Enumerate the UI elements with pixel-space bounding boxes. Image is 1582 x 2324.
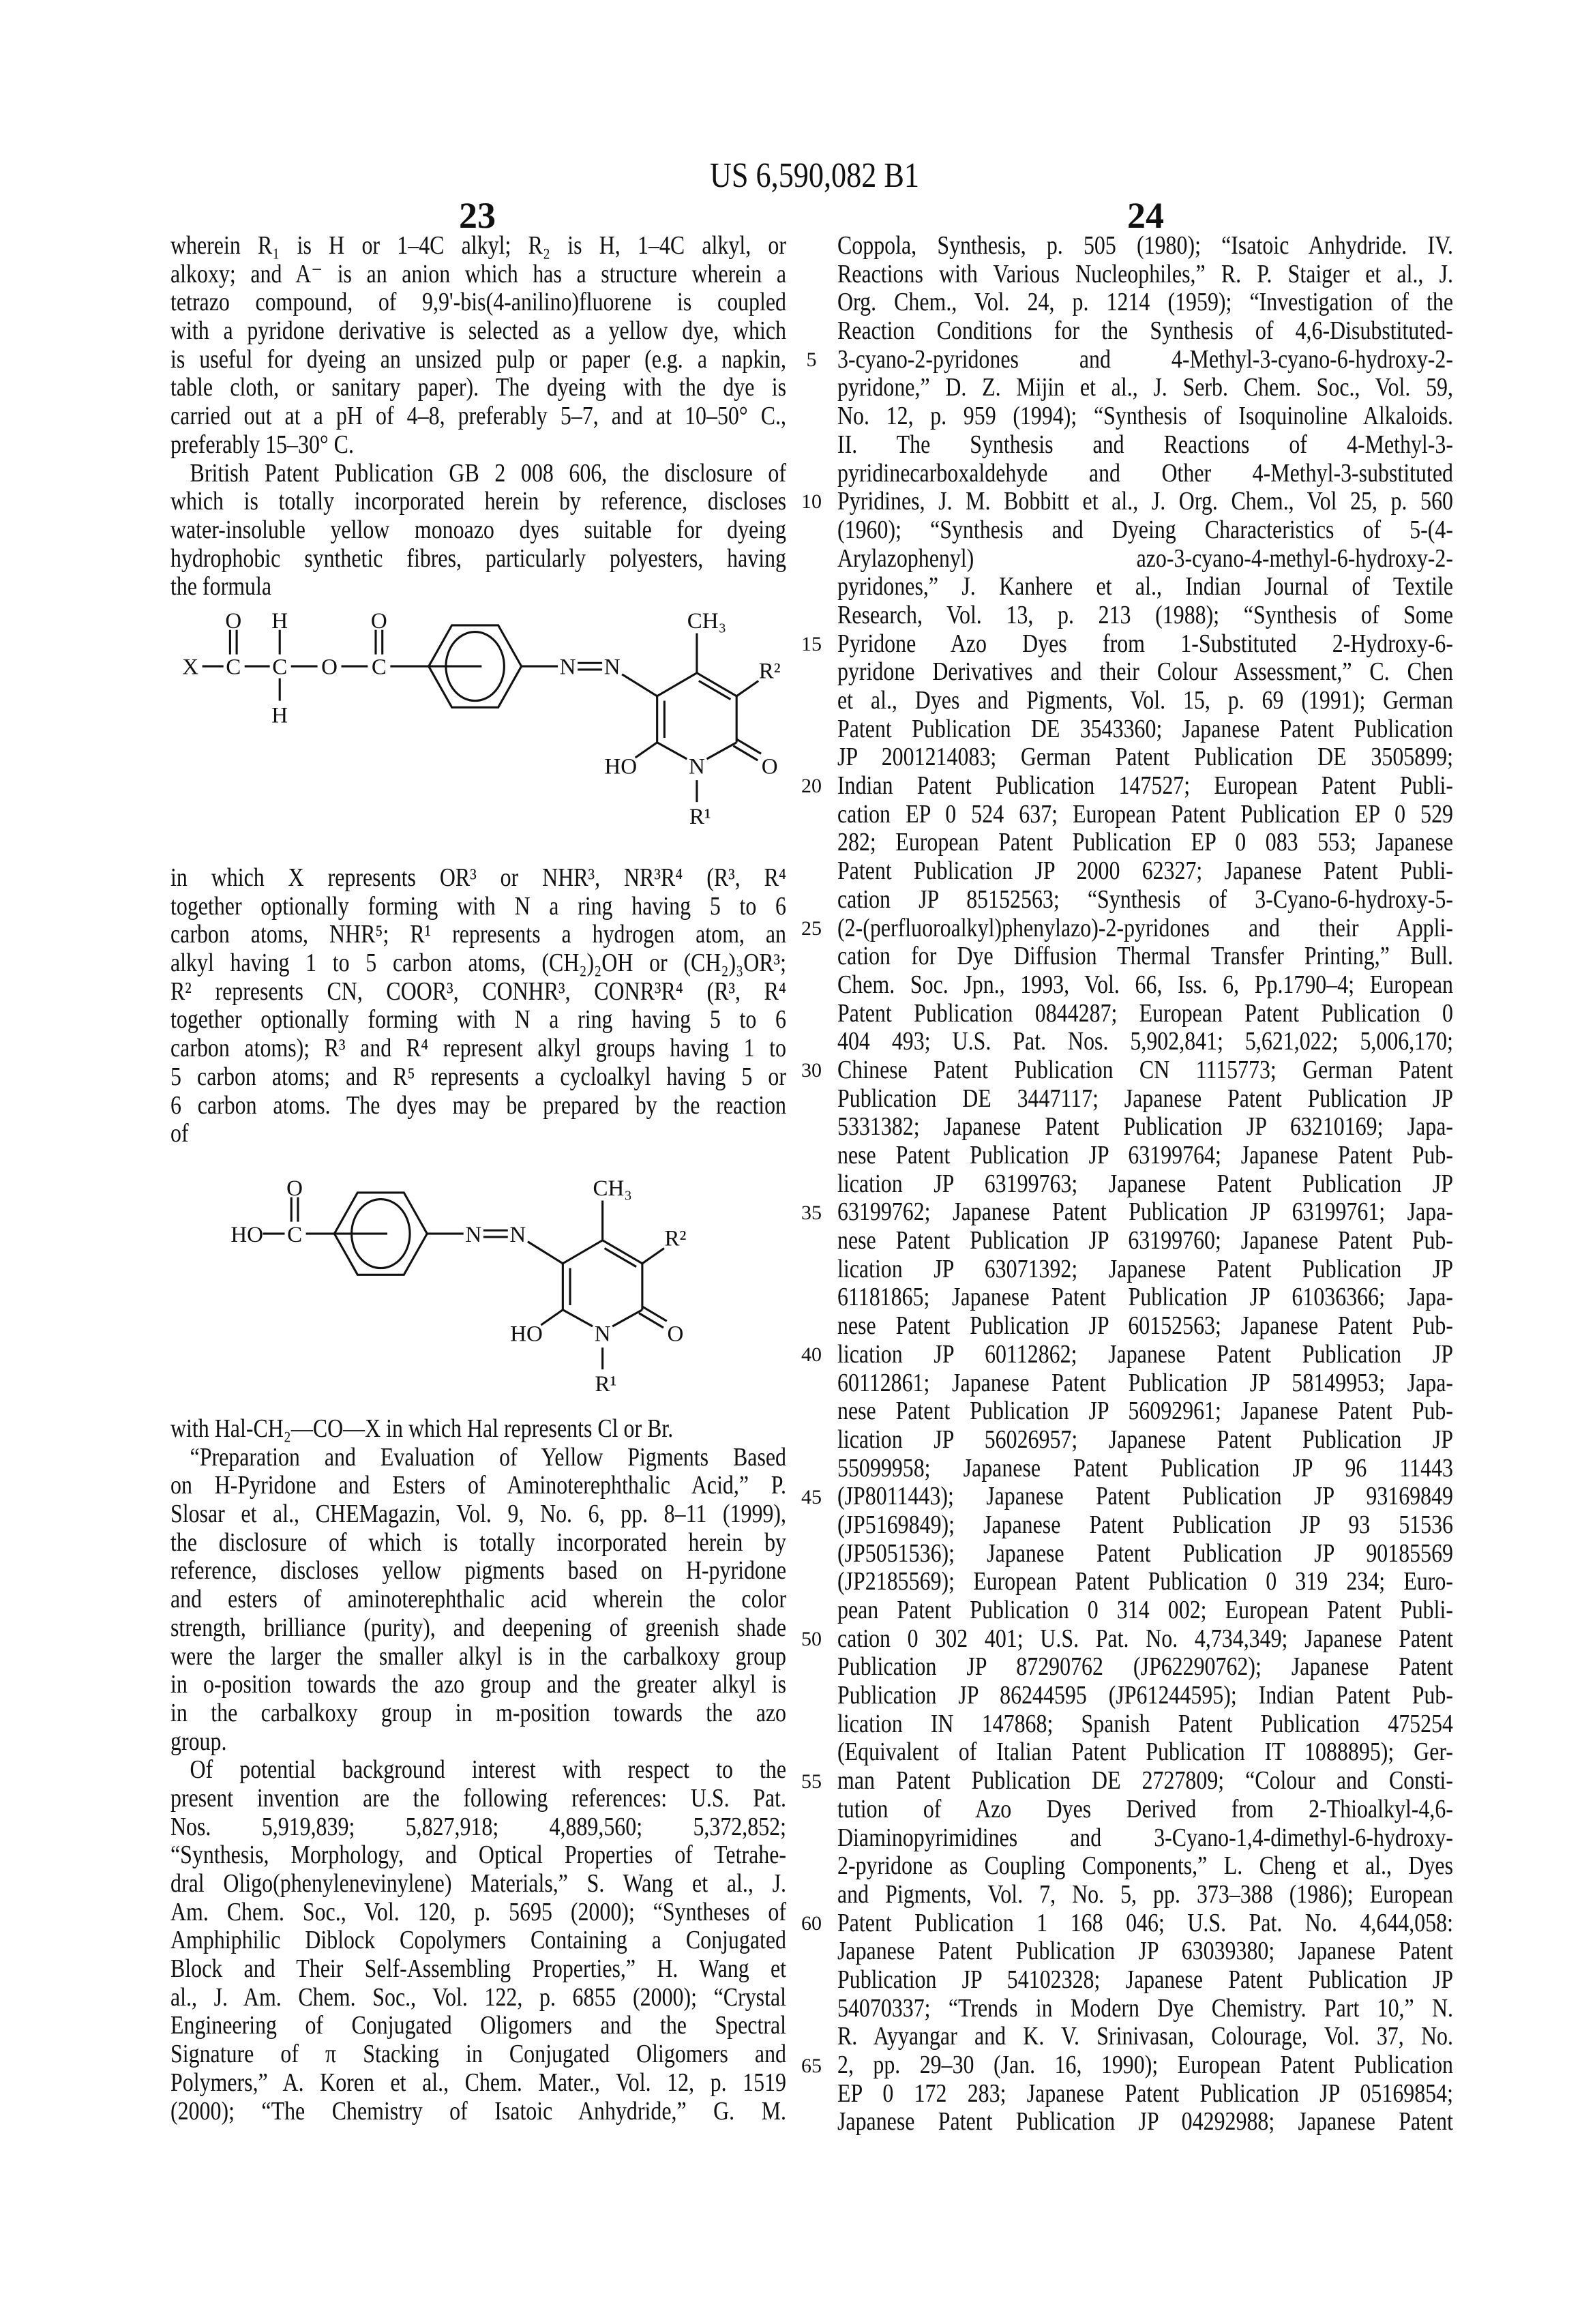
page-number-right: 24 xyxy=(1077,194,1214,237)
text-line: (JP5169849); Japanese Patent Publication JP 93 51536 xyxy=(837,1511,1453,1540)
text-line: 60112861; Japanese Patent Publication JP 58149953; Japa- xyxy=(837,1369,1453,1398)
carboxylic-acid-group xyxy=(230,1176,387,1247)
text-line: lication JP 63199763; Japanese Patent Publication JP xyxy=(837,1170,1453,1199)
text-line: which is totally incorporated herein by reference, discloses xyxy=(170,488,786,516)
paragraph xyxy=(170,864,786,1148)
text-line: lication JP 63071392; Japanese Patent Publication JP xyxy=(837,1255,1453,1284)
text-line: reference, discloses yellow pigments based on H-pyridone xyxy=(170,1557,786,1585)
text-line: pyridinecarboxaldehyde and Other 4-Methyl-3-substituted xyxy=(837,460,1453,488)
svg-text:O: O xyxy=(286,1176,303,1201)
left-column-block-c xyxy=(170,1415,786,2126)
text-line: Reactions with Various Nucleophiles,” R. P. Staiger et al., J. xyxy=(837,260,1453,289)
text-line: 2, pp. 29–30 (Jan. 16, 1990); European Patent Publication xyxy=(837,2051,1453,2080)
text-line: al., J. Am. Chem. Soc., Vol. 122, p. 6855 (2000); “Crystal xyxy=(170,1984,786,2012)
text-line: nese Patent Publication JP 56092961; Japanese Patent Pub- xyxy=(837,1397,1453,1426)
text-line: lication JP 60112862; Japanese Patent Publication JP xyxy=(837,1341,1453,1369)
chemical-structure-formula-2 xyxy=(222,1167,692,1396)
text-line: 282; European Patent Publication EP 0 083 553; Japanese xyxy=(837,829,1453,857)
right-column xyxy=(837,232,1453,2136)
svg-text:C: C xyxy=(226,655,241,680)
svg-text:HO: HO xyxy=(230,1223,263,1247)
text-line: Signature of π Stacking in Conjugated Oligomers and xyxy=(170,2040,786,2069)
line-number: 65 xyxy=(791,2056,832,2076)
text-line: in which X represents OR³ or NHR³, NR³R⁴ (R³, R⁴ xyxy=(170,864,786,893)
text-line: Arylazophenyl) azo-3-cyano-4-methyl-6-hydroxy-2- xyxy=(837,545,1453,573)
text-line: Japanese Patent Publication JP 63039380; Japanese Patent xyxy=(837,1937,1453,1966)
text-line: Amphiphilic Diblock Copolymers Containing a Conjugated xyxy=(170,1926,786,1955)
text-line: 61181865; Japanese Patent Publication JP 61036366; Japa- xyxy=(837,1283,1453,1312)
text-line: together optionally forming with N a ring having 5 to 6 xyxy=(170,893,786,921)
text-line: Of potential background interest with respect to the xyxy=(170,1756,786,1785)
svg-text:N: N xyxy=(509,1223,526,1247)
text-line: 63199762; Japanese Patent Publication JP 63199761; Japa- xyxy=(837,1198,1453,1227)
svg-text:O: O xyxy=(762,754,778,779)
patent-number: US 6,590,082 B1 xyxy=(143,155,1487,196)
chemical-structure-formula-1 xyxy=(170,600,786,829)
text-line: 3-cyano-2-pyridones and 4-Methyl-3-cyano-6-hydroxy-2- xyxy=(837,346,1453,374)
text-line: Coppola, Synthesis, p. 505 (1980); “Isatoic Anhydride. IV. xyxy=(837,232,1453,260)
text-line: Patent Publication 1 168 046; U.S. Pat. No. 4,644,058: xyxy=(837,1909,1453,1938)
svg-text:N: N xyxy=(465,1223,481,1247)
svg-text:CH₃: CH₃ xyxy=(593,1176,632,1201)
text-line: group. xyxy=(170,1728,786,1757)
svg-text:O: O xyxy=(321,655,338,680)
svg-text:C: C xyxy=(287,1223,302,1247)
text-line: carried out at a pH of 4–8, preferably 5–7, and at 10–50° C., xyxy=(170,402,786,431)
text-line: the disclosure of which is totally incorporated herein by xyxy=(170,1529,786,1558)
text-line: (JP8011443); Japanese Patent Publication JP 93169849 xyxy=(837,1483,1453,1511)
text-line: hydrophobic synthetic fibres, particularly polyesters, having xyxy=(170,545,786,573)
paragraph xyxy=(170,232,786,460)
text-line: table cloth, or sanitary paper). The dyeing with the dye is xyxy=(170,374,786,402)
svg-text:O: O xyxy=(371,609,387,634)
text-line: Pyridines, J. M. Bobbitt et al., J. Org. Chem., Vol 25, p. 560 xyxy=(837,488,1453,516)
text-line: Chinese Patent Publication CN 1115773; German Patent xyxy=(837,1056,1453,1085)
text-line: present invention are the following references: U.S. Pat. xyxy=(170,1785,786,1813)
text-line: Diaminopyrimidines and 3-Cyano-1,4-dimethyl-6-hydroxy- xyxy=(837,1824,1453,1853)
text-line: (Equivalent of Italian Patent Publication IT 1088895); Ger- xyxy=(837,1738,1453,1767)
svg-text:R²: R² xyxy=(664,1227,686,1251)
line-number: 35 xyxy=(791,1203,832,1223)
svg-text:N: N xyxy=(604,655,621,680)
text-line: Slosar et al., CHEMagazin, Vol. 9, No. 6, pp. 8–11 (1999), xyxy=(170,1500,786,1529)
line-number: 30 xyxy=(791,1060,832,1081)
text-line: in the carbalkoxy group in m-position towards the azo xyxy=(170,1699,786,1728)
text-line: preferably 15–30° C. xyxy=(170,431,786,460)
paragraph xyxy=(170,460,786,601)
text-line: pyridones,” J. Kanhere et al., Indian Journal of Textile xyxy=(837,573,1453,601)
text-line: 55099958; Japanese Patent Publication JP 96 11443 xyxy=(837,1455,1453,1483)
ester-chain xyxy=(182,609,481,728)
left-column-block-b xyxy=(170,864,786,1148)
text-line: 6 carbon atoms. The dyes may be prepared by the reaction xyxy=(170,1092,786,1120)
line-number: 40 xyxy=(791,1345,832,1365)
text-line: cation for Dye Diffusion Thermal Transfer Printing,” Bull. xyxy=(837,942,1453,971)
text-line: EP 0 172 283; Japanese Patent Publication JP 05169854; xyxy=(837,2080,1453,2109)
text-line: (2-(perfluoroalkyl)phenylazo)-2-pyridones and their Appli- xyxy=(837,914,1453,943)
text-line: nese Patent Publication JP 63199764; Japanese Patent Pub- xyxy=(837,1142,1453,1170)
text-line: 404 493; U.S. Pat. Nos. 5,902,841; 5,621,022; 5,006,170; xyxy=(837,1028,1453,1056)
paragraph xyxy=(837,232,1453,2136)
text-line: R. Ayyangar and K. V. Srinivasan, Colourage, Vol. 37, No. xyxy=(837,2023,1453,2051)
text-line: nese Patent Publication JP 60152563; Japanese Patent Pub- xyxy=(837,1312,1453,1341)
text-line: “Synthesis, Morphology, and Optical Properties of Tetrahe- xyxy=(170,1841,786,1870)
text-line: pean Patent Publication 0 314 002; European Patent Publi- xyxy=(837,1596,1453,1625)
text-line: Publication JP 87290762 (JP62290762); Japanese Patent xyxy=(837,1653,1453,1682)
text-line: No. 12, p. 959 (1994); “Synthesis of Isoquinoline Alkaloids. xyxy=(837,402,1453,431)
svg-text:HO: HO xyxy=(604,754,637,779)
line-number: 55 xyxy=(791,1772,832,1792)
text-line: 5 carbon atoms; and R⁵ represents a cycloalkyl having 5 or xyxy=(170,1063,786,1092)
line-number: 45 xyxy=(791,1487,832,1508)
text-line: and esters of aminoterephthalic acid wherein the color xyxy=(170,1585,786,1614)
text-line: alkoxy; and A⁻ is an anion which has a structure wherein a xyxy=(170,260,786,289)
svg-text:R¹: R¹ xyxy=(595,1372,617,1396)
left-column-block-a xyxy=(170,232,786,601)
line-number: 60 xyxy=(791,1913,832,1934)
text-line: carbon atoms, NHR⁵; R¹ represents a hydrogen atom, an xyxy=(170,921,786,949)
text-line: in o-position towards the azo group and the greater alkyl is xyxy=(170,1671,786,1699)
text-line: man Patent Publication DE 2727809; “Colour and Consti- xyxy=(837,1767,1453,1796)
text-line: with a pyridone derivative is selected as a yellow dye, which xyxy=(170,317,786,346)
text-line: Publication JP 54102328; Japanese Patent Publication JP xyxy=(837,1966,1453,1995)
svg-text:R²: R² xyxy=(759,659,781,684)
text-line: R² represents CN, COOR³, CONHR³, CONR³R⁴ (R³, R⁴ xyxy=(170,978,786,1007)
phenylazo-pyridone xyxy=(429,609,781,829)
text-line: Pyridone Azo Dyes from 1-Substituted 2-Hydroxy-6- xyxy=(837,630,1453,659)
text-line: strength, brilliance (purity), and deepening of greenish shade xyxy=(170,1614,786,1643)
svg-text:N: N xyxy=(689,754,705,779)
text-line: Indian Patent Publication 147527; European Patent Publi- xyxy=(837,772,1453,801)
text-line: water-insoluble yellow monoazo dyes suitable for dyeing xyxy=(170,516,786,545)
text-line: tetrazo compound, of 9,9'-bis(4-anilino)fluorene is coupled xyxy=(170,288,786,317)
text-line: pyridone,” D. Z. Mijin et al., J. Serb. Chem. Soc., Vol. 59, xyxy=(837,374,1453,402)
text-line: together optionally forming with N a ring having 5 to 6 xyxy=(170,1006,786,1034)
svg-text:O: O xyxy=(225,609,241,634)
svg-text:HO: HO xyxy=(510,1322,543,1346)
text-line: cation EP 0 524 637; European Patent Publication EP 0 529 xyxy=(837,801,1453,829)
paragraph xyxy=(170,1444,786,1757)
text-line: Polymers,” A. Koren et al., Chem. Mater., Vol. 12, p. 1519 xyxy=(170,2069,786,2098)
text-line: Nos. 5,919,839; 5,827,918; 4,889,560; 5,372,852; xyxy=(170,1813,786,1842)
paragraph xyxy=(170,1415,786,1444)
text-line: Chem. Soc. Jpn., 1993, Vol. 66, Iss. 6, Pp.1790–4; European xyxy=(837,971,1453,1000)
text-line: Research, Vol. 13, p. 213 (1988); “Synthesis of Some xyxy=(837,601,1453,630)
line-number: 10 xyxy=(791,492,832,512)
line-number: 15 xyxy=(791,634,832,655)
text-line: carbon atoms); R³ and R⁴ represent alkyl groups having 1 to xyxy=(170,1034,786,1063)
text-line: JP 2001214083; German Patent Publication DE 3505899; xyxy=(837,743,1453,772)
text-line: (2000); “The Chemistry of Isatoic Anhydride,” G. M. xyxy=(170,2098,786,2126)
text-line: (1960); “Synthesis and Dyeing Characteristics of 5-(4- xyxy=(837,516,1453,545)
text-line: Publication DE 3447117; Japanese Patent Publication JP xyxy=(837,1085,1453,1114)
text-line: alkyl having 1 to 5 carbon atoms, (CH₂)₂OH or (CH₂)₃OR³; xyxy=(170,949,786,978)
text-line: lication JP 56026957; Japanese Patent Publication JP xyxy=(837,1426,1453,1455)
text-line: Patent Publication JP 2000 62327; Japanese Patent Publi- xyxy=(837,857,1453,886)
text-line: cation JP 85152563; “Synthesis of 3-Cyano-6-hydroxy-5- xyxy=(837,886,1453,914)
text-line: of xyxy=(170,1120,786,1148)
svg-text:N: N xyxy=(560,655,576,680)
text-line: II. The Synthesis and Reactions of 4-Methyl-3- xyxy=(837,431,1453,460)
svg-text:R¹: R¹ xyxy=(689,805,711,829)
svg-text:CH₃: CH₃ xyxy=(687,609,726,634)
text-line: British Patent Publication GB 2 008 606, the disclosure of xyxy=(170,460,786,488)
text-line: et al., Dyes and Pigments, Vol. 15, p. 69 (1991); German xyxy=(837,687,1453,715)
text-line: and Pigments, Vol. 7, No. 5, pp. 373–388 (1986); European xyxy=(837,1881,1453,1909)
text-line: Patent Publication 0844287; European Patent Publication 0 xyxy=(837,1000,1453,1028)
text-line: Engineering of Conjugated Oligomers and the Spectral xyxy=(170,2012,786,2040)
text-line: cation 0 302 401; U.S. Pat. No. 4,734,349; Japanese Patent xyxy=(837,1625,1453,1654)
text-line: the formula xyxy=(170,573,786,601)
text-line: were the larger the smaller alkyl is in the carbalkoxy group xyxy=(170,1643,786,1671)
text-line: dral Oligo(phenylenevinylene) Materials,” S. Wang et al., J. xyxy=(170,1870,786,1898)
text-line: Publication JP 86244595 (JP61244595); Indian Patent Pub- xyxy=(837,1682,1453,1710)
phenylazo-pyridone xyxy=(334,1176,686,1396)
paragraph xyxy=(170,1756,786,2126)
text-line: Reaction Conditions for the Synthesis of 4,6-Disubstituted- xyxy=(837,317,1453,346)
text-line: wherein R₁ is H or 1–4C alkyl; R₂ is H, 1–4C alkyl, or xyxy=(170,232,786,260)
line-number: 20 xyxy=(791,776,832,796)
text-line: Org. Chem., Vol. 24, p. 1214 (1959); “Investigation of the xyxy=(837,288,1453,317)
svg-text:C: C xyxy=(372,655,387,680)
text-line: with Hal-CH₂—CO—X in which Hal represents Cl or Br. xyxy=(170,1415,786,1444)
text-line: Block and Their Self-Assembling Properties,” H. Wang et xyxy=(170,1955,786,1984)
svg-text:N: N xyxy=(595,1322,611,1346)
line-number: 5 xyxy=(791,350,832,370)
text-line: on H-Pyridone and Esters of Aminoterephthalic Acid,” P. xyxy=(170,1472,786,1500)
page-number-left: 23 xyxy=(409,194,546,237)
svg-text:H: H xyxy=(271,704,288,728)
text-line: Patent Publication DE 3543360; Japanese Patent Publication xyxy=(837,715,1453,744)
text-line: pyridone Derivatives and their Colour Assessment,” C. Chen xyxy=(837,658,1453,687)
text-line: tution of Azo Dyes Derived from 2-Thioalkyl-4,6- xyxy=(837,1796,1453,1824)
svg-text:H: H xyxy=(271,609,288,634)
svg-text:O: O xyxy=(668,1322,684,1346)
line-number: 25 xyxy=(791,919,832,939)
text-line: (JP5051536); Japanese Patent Publication JP 90185569 xyxy=(837,1540,1453,1568)
svg-text:X: X xyxy=(182,655,198,680)
text-line: Am. Chem. Soc., Vol. 120, p. 5695 (2000); “Syntheses of xyxy=(170,1898,786,1927)
text-line: nese Patent Publication JP 63199760; Japanese Patent Pub- xyxy=(837,1227,1453,1255)
text-line: “Preparation and Evaluation of Yellow Pigments Based xyxy=(170,1444,786,1472)
text-line: is useful for dyeing an unsized pulp or paper (e.g. a napkin, xyxy=(170,346,786,374)
text-line: 5331382; Japanese Patent Publication JP 63210169; Japa- xyxy=(837,1113,1453,1142)
svg-text:C: C xyxy=(272,655,287,680)
text-line: 2-pyridone as Coupling Components,” L. Cheng et al., Dyes xyxy=(837,1852,1453,1881)
text-line: (JP2185569); European Patent Publication 0 319 234; Euro- xyxy=(837,1568,1453,1596)
line-number: 50 xyxy=(791,1629,832,1650)
text-line: Japanese Patent Publication JP 04292988; Japanese Patent xyxy=(837,2108,1453,2136)
text-line: 54070337; “Trends in Modern Dye Chemistry. Part 10,” N. xyxy=(837,1995,1453,2023)
text-line: lication IN 147868; Spanish Patent Publication 475254 xyxy=(837,1710,1453,1739)
